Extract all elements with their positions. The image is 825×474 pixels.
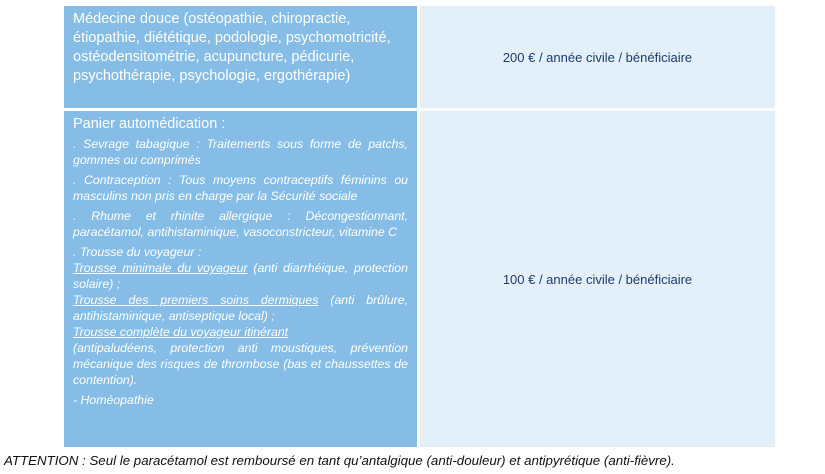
automedication-label bbox=[64, 111, 417, 447]
item-homeopathie: - Homéopathie bbox=[73, 393, 154, 407]
trousse-title: . Trousse du voyageur : bbox=[73, 245, 202, 259]
automedication-value: 100 € / année civile / bénéficiaire bbox=[420, 111, 775, 447]
medecine-douce-value: 200 € / année civile / bénéficiaire bbox=[420, 6, 775, 108]
automedication-title: Panier automédication : bbox=[73, 116, 226, 132]
medecine-douce-title: Médecine douce bbox=[73, 11, 180, 27]
attention-note: ATTENTION : Seul le paracétamol est remboursé en tant qu’antalgique (anti-douleur) et antipyrétique (anti-fièvre). bbox=[4, 453, 675, 468]
item-contraception: . Contraception : Tous moyens contraceptifs féminins ou masculins non pris en charge par la Sécurité sociale bbox=[73, 173, 408, 203]
item-trousse bbox=[73, 244, 408, 388]
trousse-minimale: Trousse minimale du voyageur bbox=[73, 261, 248, 275]
item-sevrage: . Sevrage tabagique : Traitements sous forme de patchs, gommes ou comprimés bbox=[73, 137, 408, 167]
trousse-minimale-desc: (anti diarrhéique, protection solaire) ; bbox=[73, 261, 408, 291]
trousse-complete: Trousse complète du voyageur itinérant bbox=[73, 325, 289, 339]
medecine-douce-label bbox=[64, 6, 417, 108]
trousse-dermique-desc: (anti brûlure, antihistaminique, antiseptique local) ; bbox=[73, 293, 409, 323]
medecine-douce-list: (ostéopathie, chiropractie, étiopathie, diététique, podologie, psychomotricité, ostéodensitométrie, acupuncture, pédicurie, psychothérapie, psychologie, ergothérapie) bbox=[73, 11, 391, 84]
trousse-complete-desc: (antipaludéens, protection anti moustiques, prévention mécanique des risques de thrombose (bas et chaussettes de contention). bbox=[73, 341, 408, 387]
item-rhume: . Rhume et rhinite allergique : Décongestionnant, paracétamol, antihistaminique, vasoconstricteur, vitamine C bbox=[73, 209, 408, 239]
trousse-dermique: Trousse des premiers soins dermiques bbox=[73, 293, 319, 307]
